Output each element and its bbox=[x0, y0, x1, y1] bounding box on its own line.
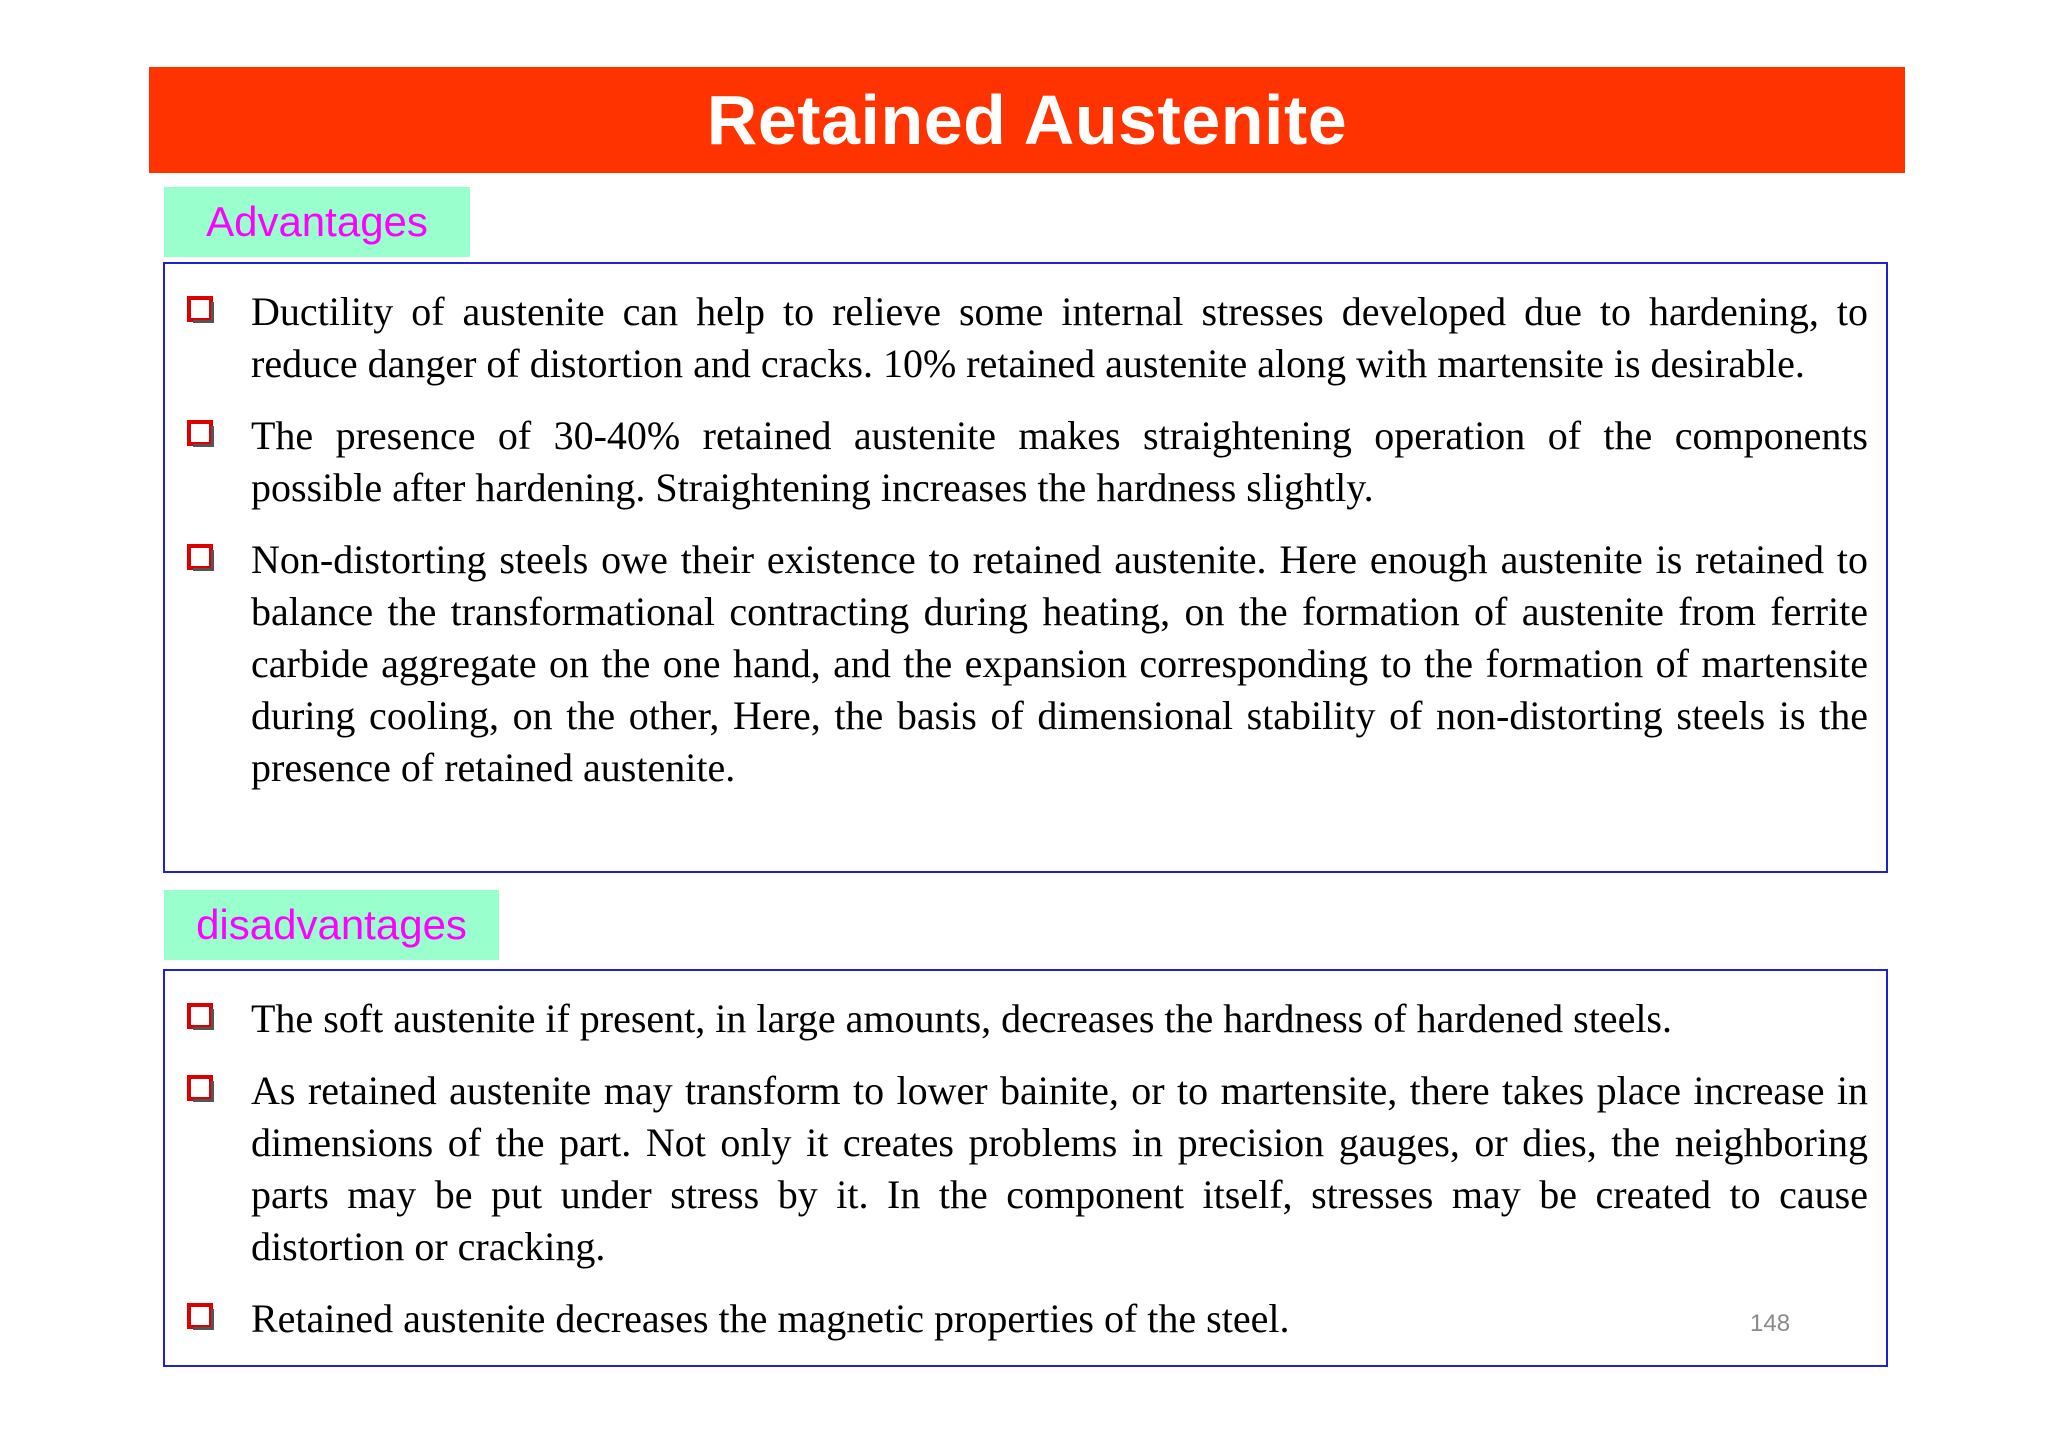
disadvantages-box bbox=[163, 969, 1888, 1367]
hollow-square-bullet-icon bbox=[185, 542, 215, 572]
title-bar bbox=[149, 67, 1905, 173]
disadvantage-text: Retained austenite decreases the magnetic properties of the steel. bbox=[251, 1296, 1290, 1341]
disadvantage-item bbox=[183, 993, 1868, 1045]
hollow-square-bullet-icon bbox=[185, 418, 215, 448]
advantages-label: Advantages bbox=[206, 198, 428, 245]
advantage-text: Ductility of austenite can help to relieve some internal stresses developed due to hardening, to reduce danger of distortion and cracks. 10% retained austenite along with martensite is desirable. bbox=[251, 289, 1868, 386]
disadvantage-item bbox=[183, 1065, 1868, 1273]
advantage-item bbox=[183, 410, 1868, 514]
hollow-square-bullet-icon bbox=[185, 294, 215, 324]
advantage-item bbox=[183, 534, 1868, 794]
advantage-item bbox=[183, 286, 1868, 390]
advantage-text: The presence of 30-40% retained austenite makes straightening operation of the components possible after hardening. Straightening increases the hardness slightly. bbox=[251, 413, 1868, 510]
disadvantage-item bbox=[183, 1293, 1868, 1345]
page-number: 148 bbox=[1750, 1310, 1791, 1337]
hollow-square-bullet-icon bbox=[185, 1001, 215, 1031]
hollow-square-bullet-icon bbox=[185, 1073, 215, 1103]
hollow-square-bullet-icon bbox=[185, 1301, 215, 1331]
advantages-box bbox=[163, 262, 1888, 873]
disadvantage-text: As retained austenite may transform to lower bainite, or to martensite, there takes place increase in dimensions of the part. Not only it creates problems in precision gauges, or dies, the neighboring parts may be put under stress by it. In the component itself, stresses may be created to cause distortion or cracking. bbox=[251, 1068, 1868, 1269]
advantage-text: Non-distorting steels owe their existence to retained austenite. Here enough austenite is retained to balance the transformational contracting during heating, on the formation of austenite from ferrite carbide aggregate on the one hand, and the expansion corresponding to the formation of martensite during cooling, on the other, Here, the basis of dimensional stability of non-distorting steels is the presence of retained austenite. bbox=[251, 537, 1868, 790]
advantages-label-box bbox=[164, 187, 470, 257]
disadvantage-text: The soft austenite if present, in large amounts, decreases the hardness of hardened steels. bbox=[251, 996, 1672, 1041]
disadvantages-label: disadvantages bbox=[196, 901, 467, 948]
slide-title: Retained Austenite bbox=[706, 81, 1348, 159]
disadvantages-label-box bbox=[164, 890, 499, 960]
